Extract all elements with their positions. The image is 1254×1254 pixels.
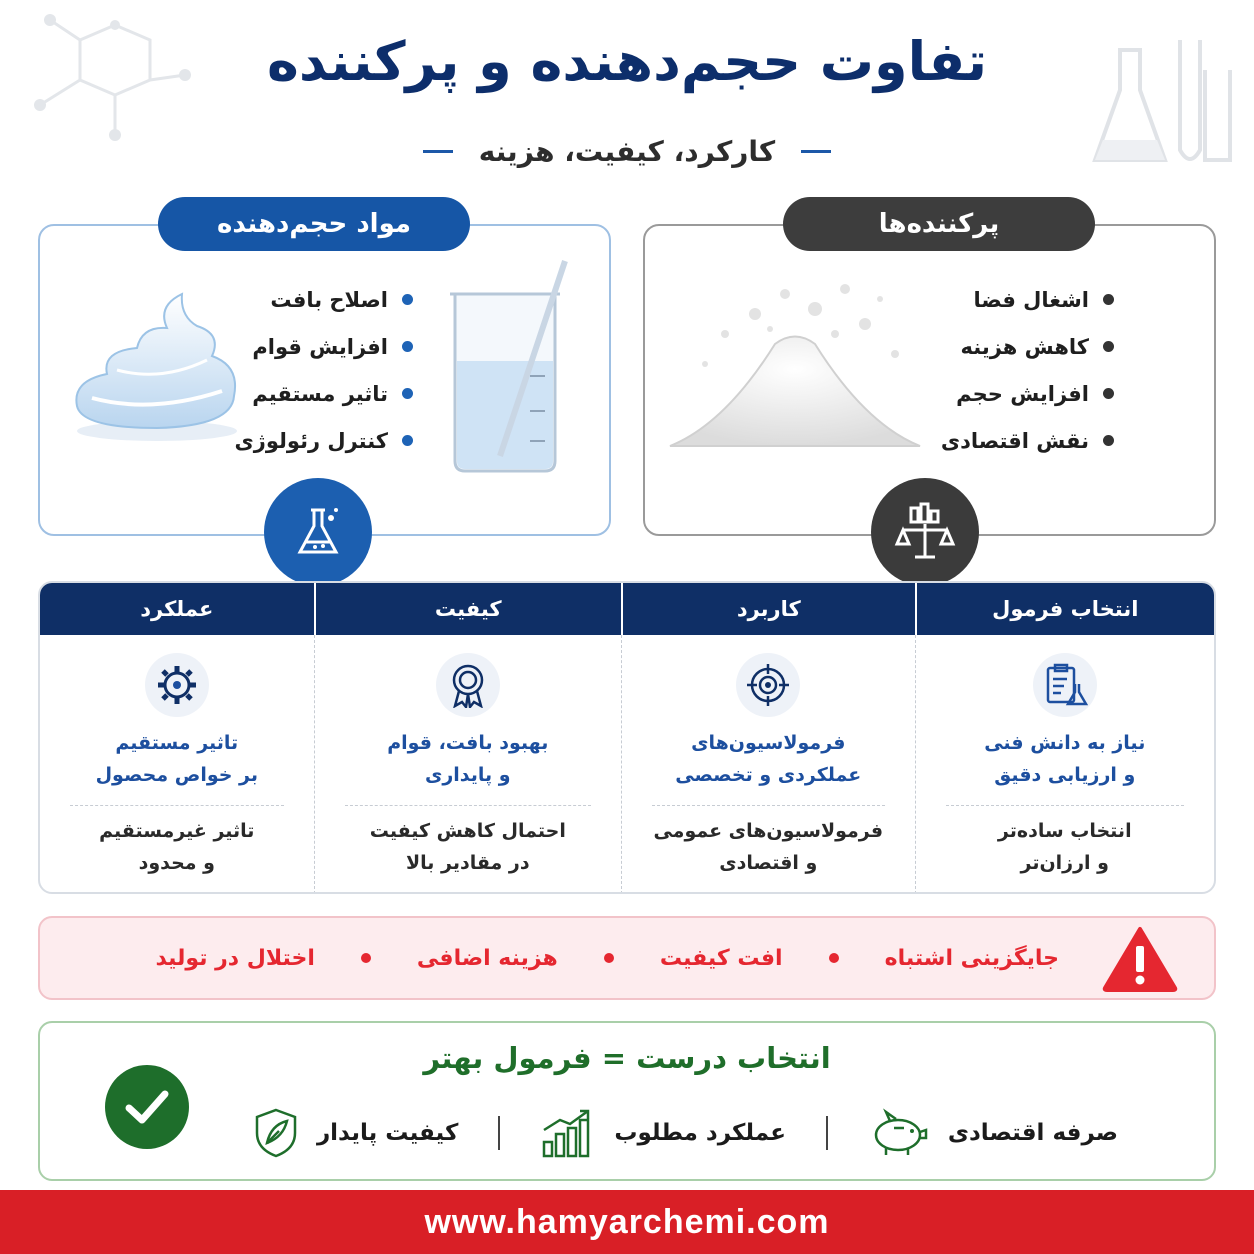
fillers-list: [941, 276, 1114, 464]
subtitle-dash-left: [423, 150, 453, 153]
shield-leaf-icon: [253, 1107, 299, 1159]
table-body: [40, 635, 1214, 894]
column-sub-text: فرمولاسیون‌های عمومی و اقتصادی: [653, 820, 884, 874]
clipboard-flask-icon: [1033, 653, 1097, 717]
warning-item: اختلال در تولید: [155, 945, 315, 971]
benefit-item: کیفیت پایدار: [253, 1107, 458, 1159]
list-item: کنترل رئولوژی: [235, 417, 413, 464]
benefits-row: [253, 1103, 1118, 1163]
benefit-divider: [498, 1116, 500, 1150]
column-main-text: تاثیر مستقیم بر خواص محصول: [95, 732, 258, 786]
bullet-dot: [1103, 294, 1114, 305]
benefit-item: صرفه اقتصادی: [868, 1108, 1118, 1158]
column-main-text: نیاز به دانش فنی و ارزیابی دقیق: [984, 732, 1146, 786]
powder-pile-image: [665, 274, 925, 464]
bulking-agents-list: [235, 276, 413, 464]
table-column: [40, 635, 314, 894]
bullet-dot: [1103, 435, 1114, 446]
page-subtitle: کارکرد، کیفیت، هزینه: [478, 135, 776, 168]
warning-item: افت کیفیت: [659, 945, 783, 971]
piggy-bank-icon: [868, 1108, 930, 1158]
warning-banner: [38, 916, 1216, 1000]
warning-triangle-icon: [1102, 926, 1178, 992]
list-item: اصلاح بافت: [235, 276, 413, 323]
balance-scale-icon: [871, 478, 979, 586]
gel-swirl-image: [62, 286, 252, 446]
warning-item: جایگزینی اشتباه: [884, 945, 1059, 971]
summary-title: انتخاب درست = فرمول بهتر: [423, 1041, 831, 1075]
website-link[interactable]: www.hamyarchemi.com: [424, 1202, 830, 1241]
subtitle-row: [0, 135, 1254, 168]
table-header-cell: کیفیت: [314, 583, 621, 635]
summary-box: [38, 1021, 1216, 1181]
list-item: نقش اقتصادی: [941, 417, 1114, 464]
bullet-dot: [402, 435, 413, 446]
list-item: تاثیر مستقیم: [235, 370, 413, 417]
flask-icon: [264, 478, 372, 586]
bullet-dot: [1103, 388, 1114, 399]
column-sub-text: انتخاب ساده‌تر و ارزان‌تر: [997, 820, 1132, 874]
award-medal-icon: [436, 653, 500, 717]
table-column: [915, 635, 1214, 894]
bar-chart-growth-icon: [540, 1108, 596, 1158]
gear-icon: [145, 653, 209, 717]
column-divider: [70, 805, 284, 806]
column-divider: [946, 805, 1184, 806]
bulking-agents-panel: [38, 209, 611, 536]
page-title: تفاوت حجم‌دهنده و پرکننده: [266, 30, 988, 93]
table-header-cell: انتخاب فرمول: [915, 583, 1214, 635]
fillers-label: پرکننده‌ها: [783, 197, 1095, 251]
subtitle-dash-right: [801, 150, 831, 153]
warning-items: [155, 918, 1059, 998]
table-column: [621, 635, 915, 894]
bullet-dot: [402, 294, 413, 305]
list-item: کاهش هزینه: [941, 323, 1114, 370]
bullet-dot: [402, 341, 413, 352]
fillers-panel: [643, 209, 1216, 536]
warning-separator-dot: [604, 953, 614, 963]
bullet-dot: [1103, 341, 1114, 352]
checkmark-icon: [105, 1065, 189, 1149]
warning-separator-dot: [361, 953, 371, 963]
warning-item: هزینه اضافی: [416, 945, 558, 971]
column-main-text: فرمولاسیون‌های عملکردی و تخصصی: [675, 732, 862, 786]
column-main-text: بهبود بافت، قوام و پایداری: [387, 732, 549, 786]
comparison-table: [38, 581, 1216, 894]
table-column: [314, 635, 621, 894]
warning-separator-dot: [829, 953, 839, 963]
benefit-item: عملکرد مطلوب: [540, 1108, 786, 1158]
beaker-image: [445, 256, 585, 476]
bullet-dot: [402, 388, 413, 399]
target-icon: [736, 653, 800, 717]
bulking-agents-label: مواد حجم‌دهنده: [158, 197, 470, 251]
list-item: افزایش حجم: [941, 370, 1114, 417]
column-sub-text: احتمال کاهش کیفیت در مقادیر بالا: [369, 820, 566, 874]
list-item: افزایش قوام: [235, 323, 413, 370]
list-item: اشغال فضا: [941, 276, 1114, 323]
column-sub-text: تاثیر غیرمستقیم و محدود: [99, 820, 255, 874]
column-divider: [345, 805, 591, 806]
table-header-cell: عملکرد: [140, 597, 214, 621]
footer-bar: [0, 1190, 1254, 1254]
column-divider: [652, 805, 885, 806]
table-header-row: [40, 583, 1214, 635]
table-header-cell: کاربرد: [621, 583, 915, 635]
benefit-divider: [826, 1116, 828, 1150]
